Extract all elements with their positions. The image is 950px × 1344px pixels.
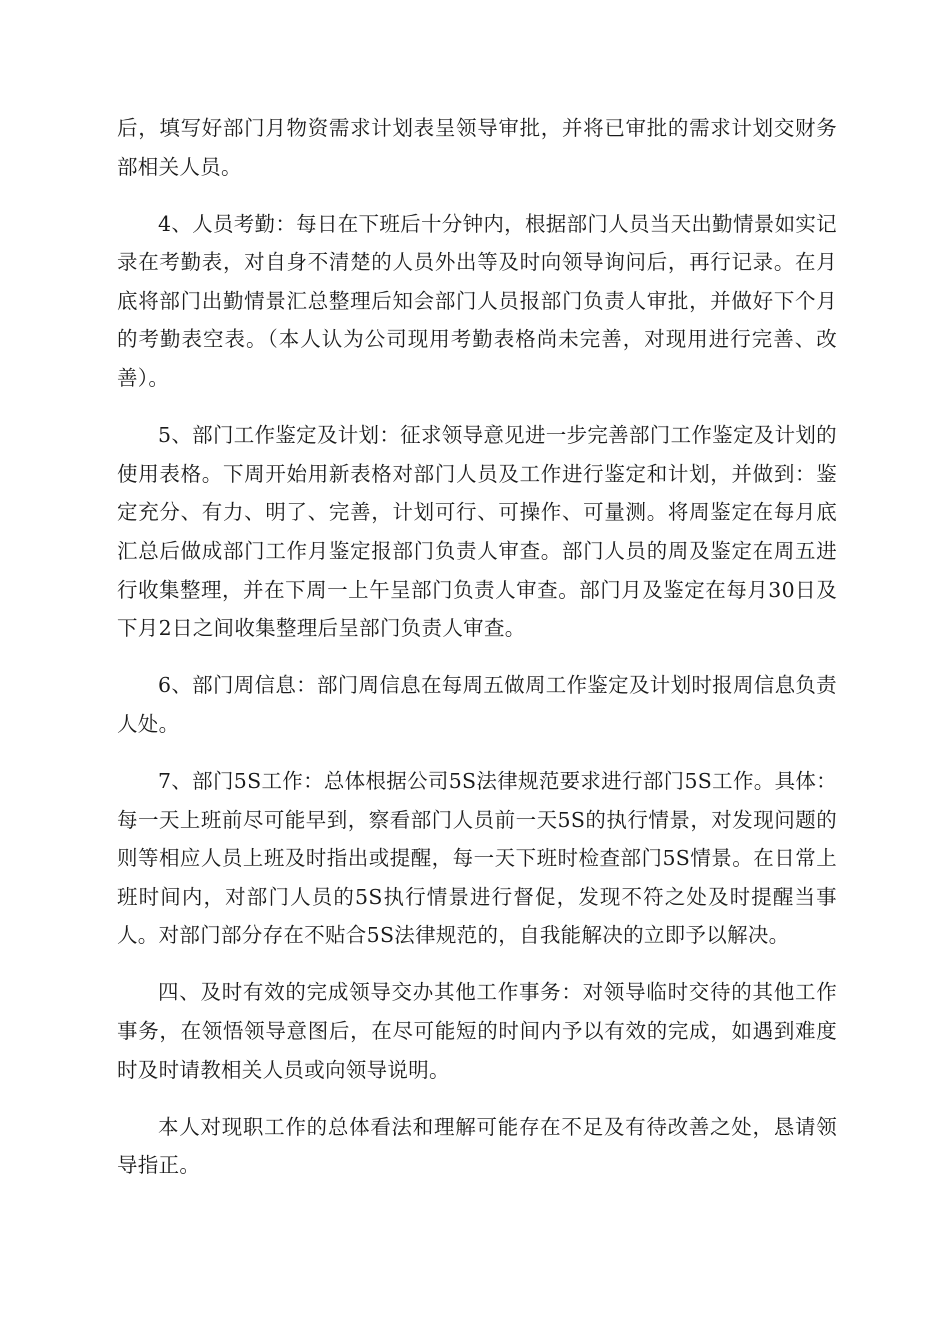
paragraph-continuation: 后，填写好部门月物资需求计划表呈领导审批，并将已审批的需求计划交财务部相关人员。 <box>117 116 837 179</box>
paragraph-item-6-weekly-info: 6、部门周信息：部门周信息在每周五做周工作鉴定及计划时报周信息负责人处。 <box>117 673 837 736</box>
paragraph-closing: 本人对现职工作的总体看法和理解可能存在不足及有待改善之处，恳请领导指正。 <box>117 1114 837 1178</box>
paragraph-item-5-work-review: 5、部门工作鉴定及计划：征求领导意见进一步完善部门工作鉴定及计划的使用表格。下周开始用新表格对部门人员及工作进行鉴定和计划，并做到：鉴定充分、有力、明了、完善，计划可行、可操作、可量测。将周鉴定在每月底汇总后做成部门工作月鉴定报部门负责人审查。部门人员的周及鉴定在周五进行收集整理，并在下周一上午呈部门负责人审查。部门月及鉴定在每月30日及下月2日之间收集整理后呈部门负责人审查。 <box>117 423 837 641</box>
paragraph-item-7-5s-work: 7、部门5S工作：总体根据公司5S法律规范要求进行部门5S工作。具体：每一天上班前尽可能早到，察看部门人员前一天5S的执行情景，对发现问题的则等相应人员上班及时指出或提醒，每一天下班时检查部门5S情景。在日常上班时间内，对部门人员的5S执行情景进行督促，发现不符之处及时提醒当事人。对部门部分存在不贴合5S法律规范的，自我能解决的立即予以解决。 <box>117 768 837 948</box>
paragraph-section-4-other-tasks: 四、及时有效的完成领导交办其他工作事务：对领导临时交待的其他工作事务，在领悟领导意图后，在尽可能短的时间内予以有效的完成，如遇到难度时及时请教相关人员或向领导说明。 <box>117 980 837 1082</box>
paragraph-item-4-attendance: 4、人员考勤：每日在下班后十分钟内，根据部门人员当天出勤情景如实记录在考勤表，对自身不清楚的人员外出等及时向领导询问后，再行记录。在月底将部门出勤情景汇总整理后知会部门人员报部门负责人审批，并做好下个月的考勤表空表。（本人认为公司现用考勤表格尚未完善，对现用进行完善、改善）。 <box>117 211 837 391</box>
document-page <box>117 109 837 1203</box>
